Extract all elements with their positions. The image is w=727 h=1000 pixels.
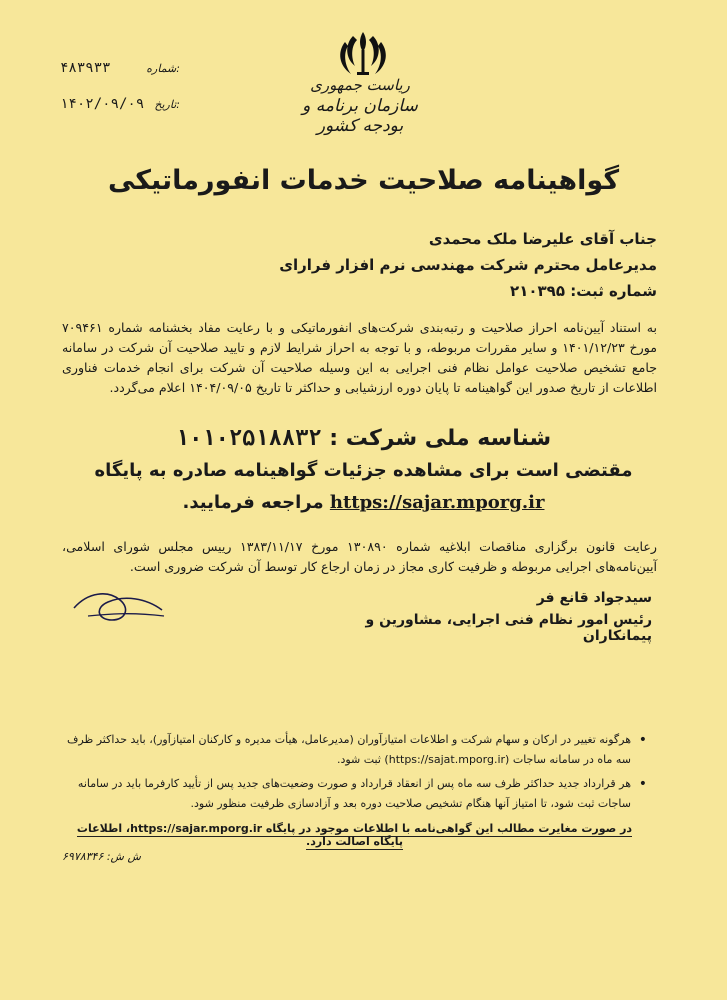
bullet-icon: •	[638, 776, 647, 792]
presidency-line: ریاست جمهوری	[310, 76, 410, 94]
addressee-name: جناب آقای علیرضا ملک محمدی	[428, 230, 657, 248]
note-text: هرگونه تغییر در ارکان و سهام شرکت و اطلاعات امتیازآوران (مدیرعامل، هیأت مدیره و کارکنان امتیازآور)، باید حداکثر ظرف سه ماه در سامانه ساجات (https://sajat.mporg.ir) ثبت شود.	[67, 733, 631, 766]
notes-list	[62, 730, 647, 818]
iran-emblem-icon	[335, 28, 391, 80]
certificate-body: به استناد آیین‌نامه احراز صلاحیت و رتبه‌بندی شرکت‌های انفورماتیکی و با رعایت مفاد بخشنامه شماره ۷۰۹۴۶۱ مورخ ۱۴۰۱/۱۲/۲۳ و سایر مقررات مربوطه، و با توجه به احراز شرایط لازم و تایید صلاحیت آن شرکت در سامانه جامع تشخیص صلاحیت عوامل نظام فنی اجرایی به این وسیله صلاحیت آن شرکت برای انجام خدمات فناوری اطلاعات از تاریخ صدور این گواهینامه تا پایان دوره ارزشیابی و حداکثر تا تاریخ ۱۴۰۴/۰۹/۰۵ اعلام می‌گردد.	[62, 320, 657, 395]
addressee-position: مدیرعامل محترم شرکت مهندسی نرم افزار فرارای	[279, 256, 657, 274]
verify-instruction: مقتضی است برای مشاهده جزئیات گواهینامه صادره به پایگاه	[94, 460, 633, 481]
registration-number: شماره ثبت: ۲۱۰۳۹۵	[510, 282, 657, 300]
authenticity-note-text: در صورت مغایرت مطالب این گواهی‌نامه با اطلاعات موجود در پایگاه https://sajar.mporg.ir، اطلاعات پایگاه اصالت دارد.	[76, 822, 633, 848]
note-item	[62, 774, 647, 814]
issuing-organization	[280, 76, 440, 136]
date-label: تاریخ:	[154, 97, 180, 111]
header-meta	[60, 50, 180, 122]
letter-date: ۱۴۰۲/۰۹/۰۹	[60, 96, 145, 112]
serial-number: ش ش: ۶۹۷۸۳۴۶	[62, 850, 141, 863]
law-compliance-text: رعایت قانون برگزاری مناقصات ابلاغیه شماره ۱۳۰۸۹۰ مورخ ۱۳۸۳/۱۱/۱۷ رییس مجلس شورای اسلامی، آیین‌نامه‌های اجرایی مربوطه و ظرفیت کاری مجاز در زمان ارجاع کار توسط آن شرکت ضروری است.	[62, 539, 657, 574]
number-label: شماره:	[146, 61, 180, 75]
handwritten-signature	[68, 586, 168, 630]
note-text: هر قرارداد جدید حداکثر ظرف سه ماه پس از انعقاد قرارداد و صورت وضعیت‌های جدید پس از تأیید کارفرما باید در سامانه ساجات ثبت شود، تا امتیاز آنها هنگام تشخیص صلاحیت دوره بعد و آزادسازی ظرفیت منظور شود.	[77, 777, 631, 810]
signatory-title: رئیس امور نظام فنی اجرایی، مشاورین و پیمانکاران	[365, 612, 652, 644]
document-title: گواهینامه صلاحیت خدمات انفورماتیکی	[107, 165, 620, 196]
national-id-label: شناسه ملی شرکت :	[329, 426, 552, 451]
signatory-name: سیدجواد قانع فر	[536, 590, 652, 606]
bullet-icon: •	[638, 732, 647, 748]
addressee-block	[217, 226, 657, 304]
national-id-value: ۱۰۱۰۲۵۱۸۸۳۲	[175, 426, 322, 451]
date-row	[60, 86, 180, 122]
letter-number: ۴۸۳۹۳۳	[60, 60, 111, 76]
authenticity-note	[62, 822, 647, 848]
note-item	[62, 730, 647, 770]
number-row	[60, 50, 180, 86]
signatory-block	[332, 590, 652, 644]
verify-link-line	[40, 492, 687, 513]
sajar-link[interactable]: https://sajar.mporg.ir	[329, 492, 545, 513]
national-id	[40, 426, 687, 451]
organization-name: سازمان برنامه و بودجه کشور	[302, 96, 418, 136]
verify-suffix: مراجعه فرمایید.	[182, 492, 324, 513]
